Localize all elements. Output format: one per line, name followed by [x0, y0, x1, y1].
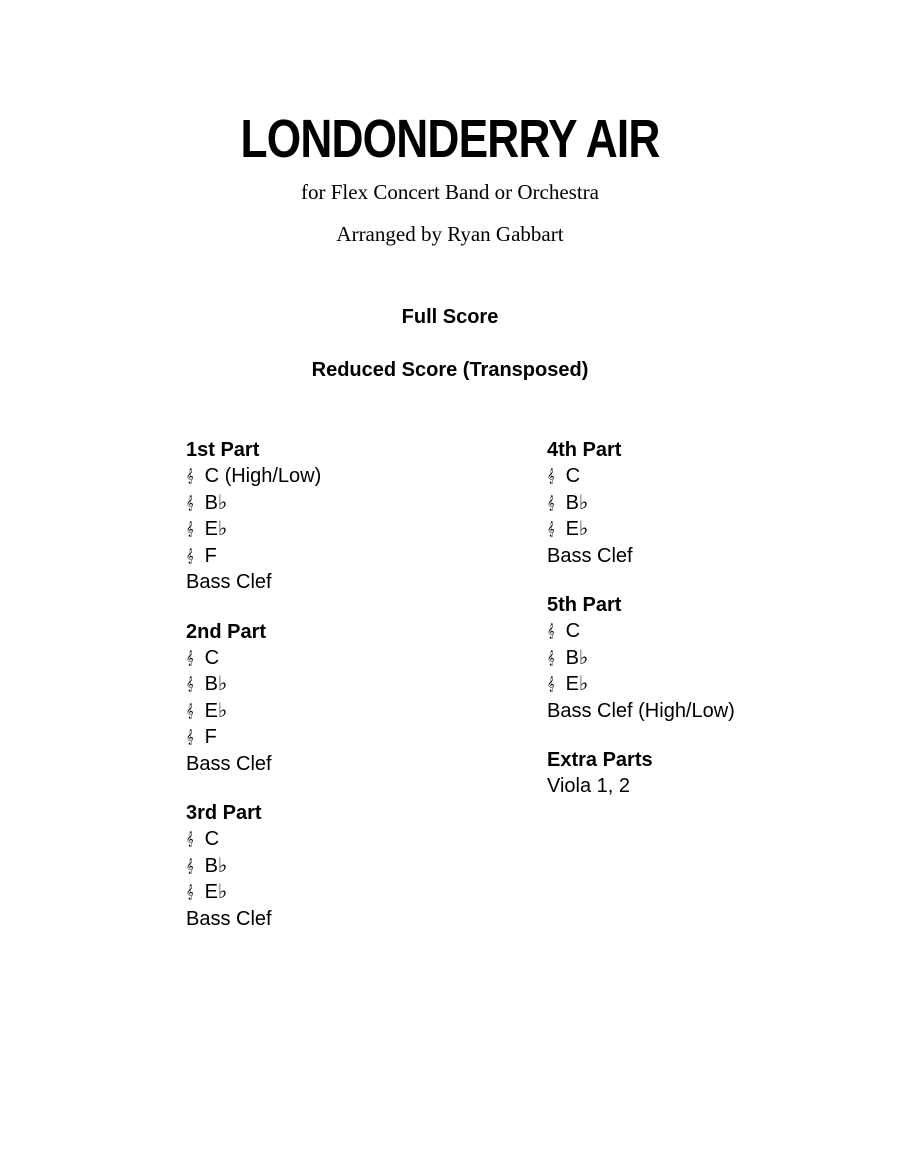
part-entry	[547, 618, 887, 645]
part-entry	[547, 516, 887, 543]
part-section-3rd	[186, 800, 526, 932]
part-entry-label: E♭	[204, 881, 228, 903]
part-entry	[547, 463, 887, 490]
part-entry	[186, 879, 526, 906]
part-entry-label: C	[204, 828, 220, 850]
treble-clef-icon: 𝄞	[547, 469, 555, 484]
part-entry	[186, 516, 526, 543]
part-entry-label: C	[565, 620, 581, 642]
part-heading: 1st Part	[186, 439, 260, 461]
part-section-extra	[547, 747, 887, 800]
part-entry	[547, 645, 887, 672]
part-heading: 2nd Part	[186, 620, 267, 643]
part-entry-label: Bass Clef	[186, 571, 272, 593]
treble-clef-icon: 𝄞	[186, 858, 194, 874]
part-entry-label: Viola 1, 2	[547, 775, 631, 797]
treble-clef-icon: 𝄞	[186, 495, 194, 511]
part-section-4th	[547, 437, 887, 569]
treble-clef-icon: 𝄞	[547, 677, 555, 692]
part-entry	[186, 543, 526, 570]
part-section-1st	[186, 437, 526, 596]
part-entry-label: B♭	[565, 491, 589, 514]
part-entry-label: Bass Clef (High/Low)	[547, 699, 735, 722]
part-entry	[186, 724, 526, 751]
subtitle: for Flex Concert Band or Orchestra	[301, 180, 599, 204]
part-section-5th	[547, 592, 887, 724]
part-entry-label: Bass Clef	[186, 907, 272, 930]
treble-clef-icon: 𝄞	[547, 522, 555, 537]
part-heading: Extra Parts	[547, 749, 653, 771]
part-entry	[186, 463, 526, 490]
part-entry	[186, 698, 526, 725]
treble-clef-icon: 𝄞	[186, 703, 194, 719]
part-entry-label: E♭	[204, 699, 228, 722]
treble-clef-icon: 𝄞	[186, 469, 194, 484]
treble-clef-icon: 𝄞	[547, 650, 555, 666]
treble-clef-icon: 𝄞	[186, 677, 194, 692]
part-entry-label: F	[204, 544, 217, 567]
part-entry	[186, 853, 526, 880]
part-entry-label: B♭	[565, 646, 589, 669]
part-entry-label: C (High/Low)	[204, 465, 322, 487]
part-entry-label: C	[565, 465, 581, 487]
treble-clef-icon: 𝄞	[186, 548, 194, 564]
part-entry-label: Bass Clef	[547, 544, 633, 567]
part-entry	[186, 645, 526, 672]
part-heading: 3rd Part	[186, 802, 262, 824]
part-entry	[547, 490, 887, 517]
part-entry-label: E♭	[204, 518, 228, 540]
part-entry-label: B♭	[204, 673, 228, 695]
full-score-label: Full Score	[401, 306, 499, 328]
part-entry	[547, 671, 887, 698]
part-heading: 4th Part	[547, 439, 622, 461]
page-title: LONDONDERRY AIR	[240, 109, 660, 169]
part-entry-label: B♭	[204, 854, 228, 877]
reduced-score-label: Reduced Score (Transposed)	[311, 359, 589, 381]
part-entry-label: Bass Clef	[186, 752, 272, 775]
part-entry-label: B♭	[204, 491, 228, 514]
treble-clef-icon: 𝄞	[186, 832, 194, 847]
part-entry-label: F	[204, 726, 217, 748]
treble-clef-icon: 𝄞	[186, 730, 194, 745]
part-entry	[186, 671, 526, 698]
treble-clef-icon: 𝄞	[186, 522, 194, 537]
treble-clef-icon: 𝄞	[547, 495, 555, 511]
part-entry-label: C	[204, 646, 220, 669]
parts-column-right	[547, 437, 887, 823]
part-entry-label: E♭	[565, 673, 589, 695]
part-heading: 5th Part	[547, 594, 622, 616]
treble-clef-icon: 𝄞	[186, 650, 194, 666]
part-entry	[186, 490, 526, 517]
arranger-credit: Arranged by Ryan Gabbart	[336, 222, 564, 246]
part-section-2nd	[186, 619, 526, 778]
treble-clef-icon: 𝄞	[186, 885, 194, 900]
treble-clef-icon: 𝄞	[547, 624, 555, 639]
parts-column-left	[186, 437, 526, 955]
part-entry	[186, 826, 526, 853]
part-entry-label: E♭	[565, 518, 589, 540]
